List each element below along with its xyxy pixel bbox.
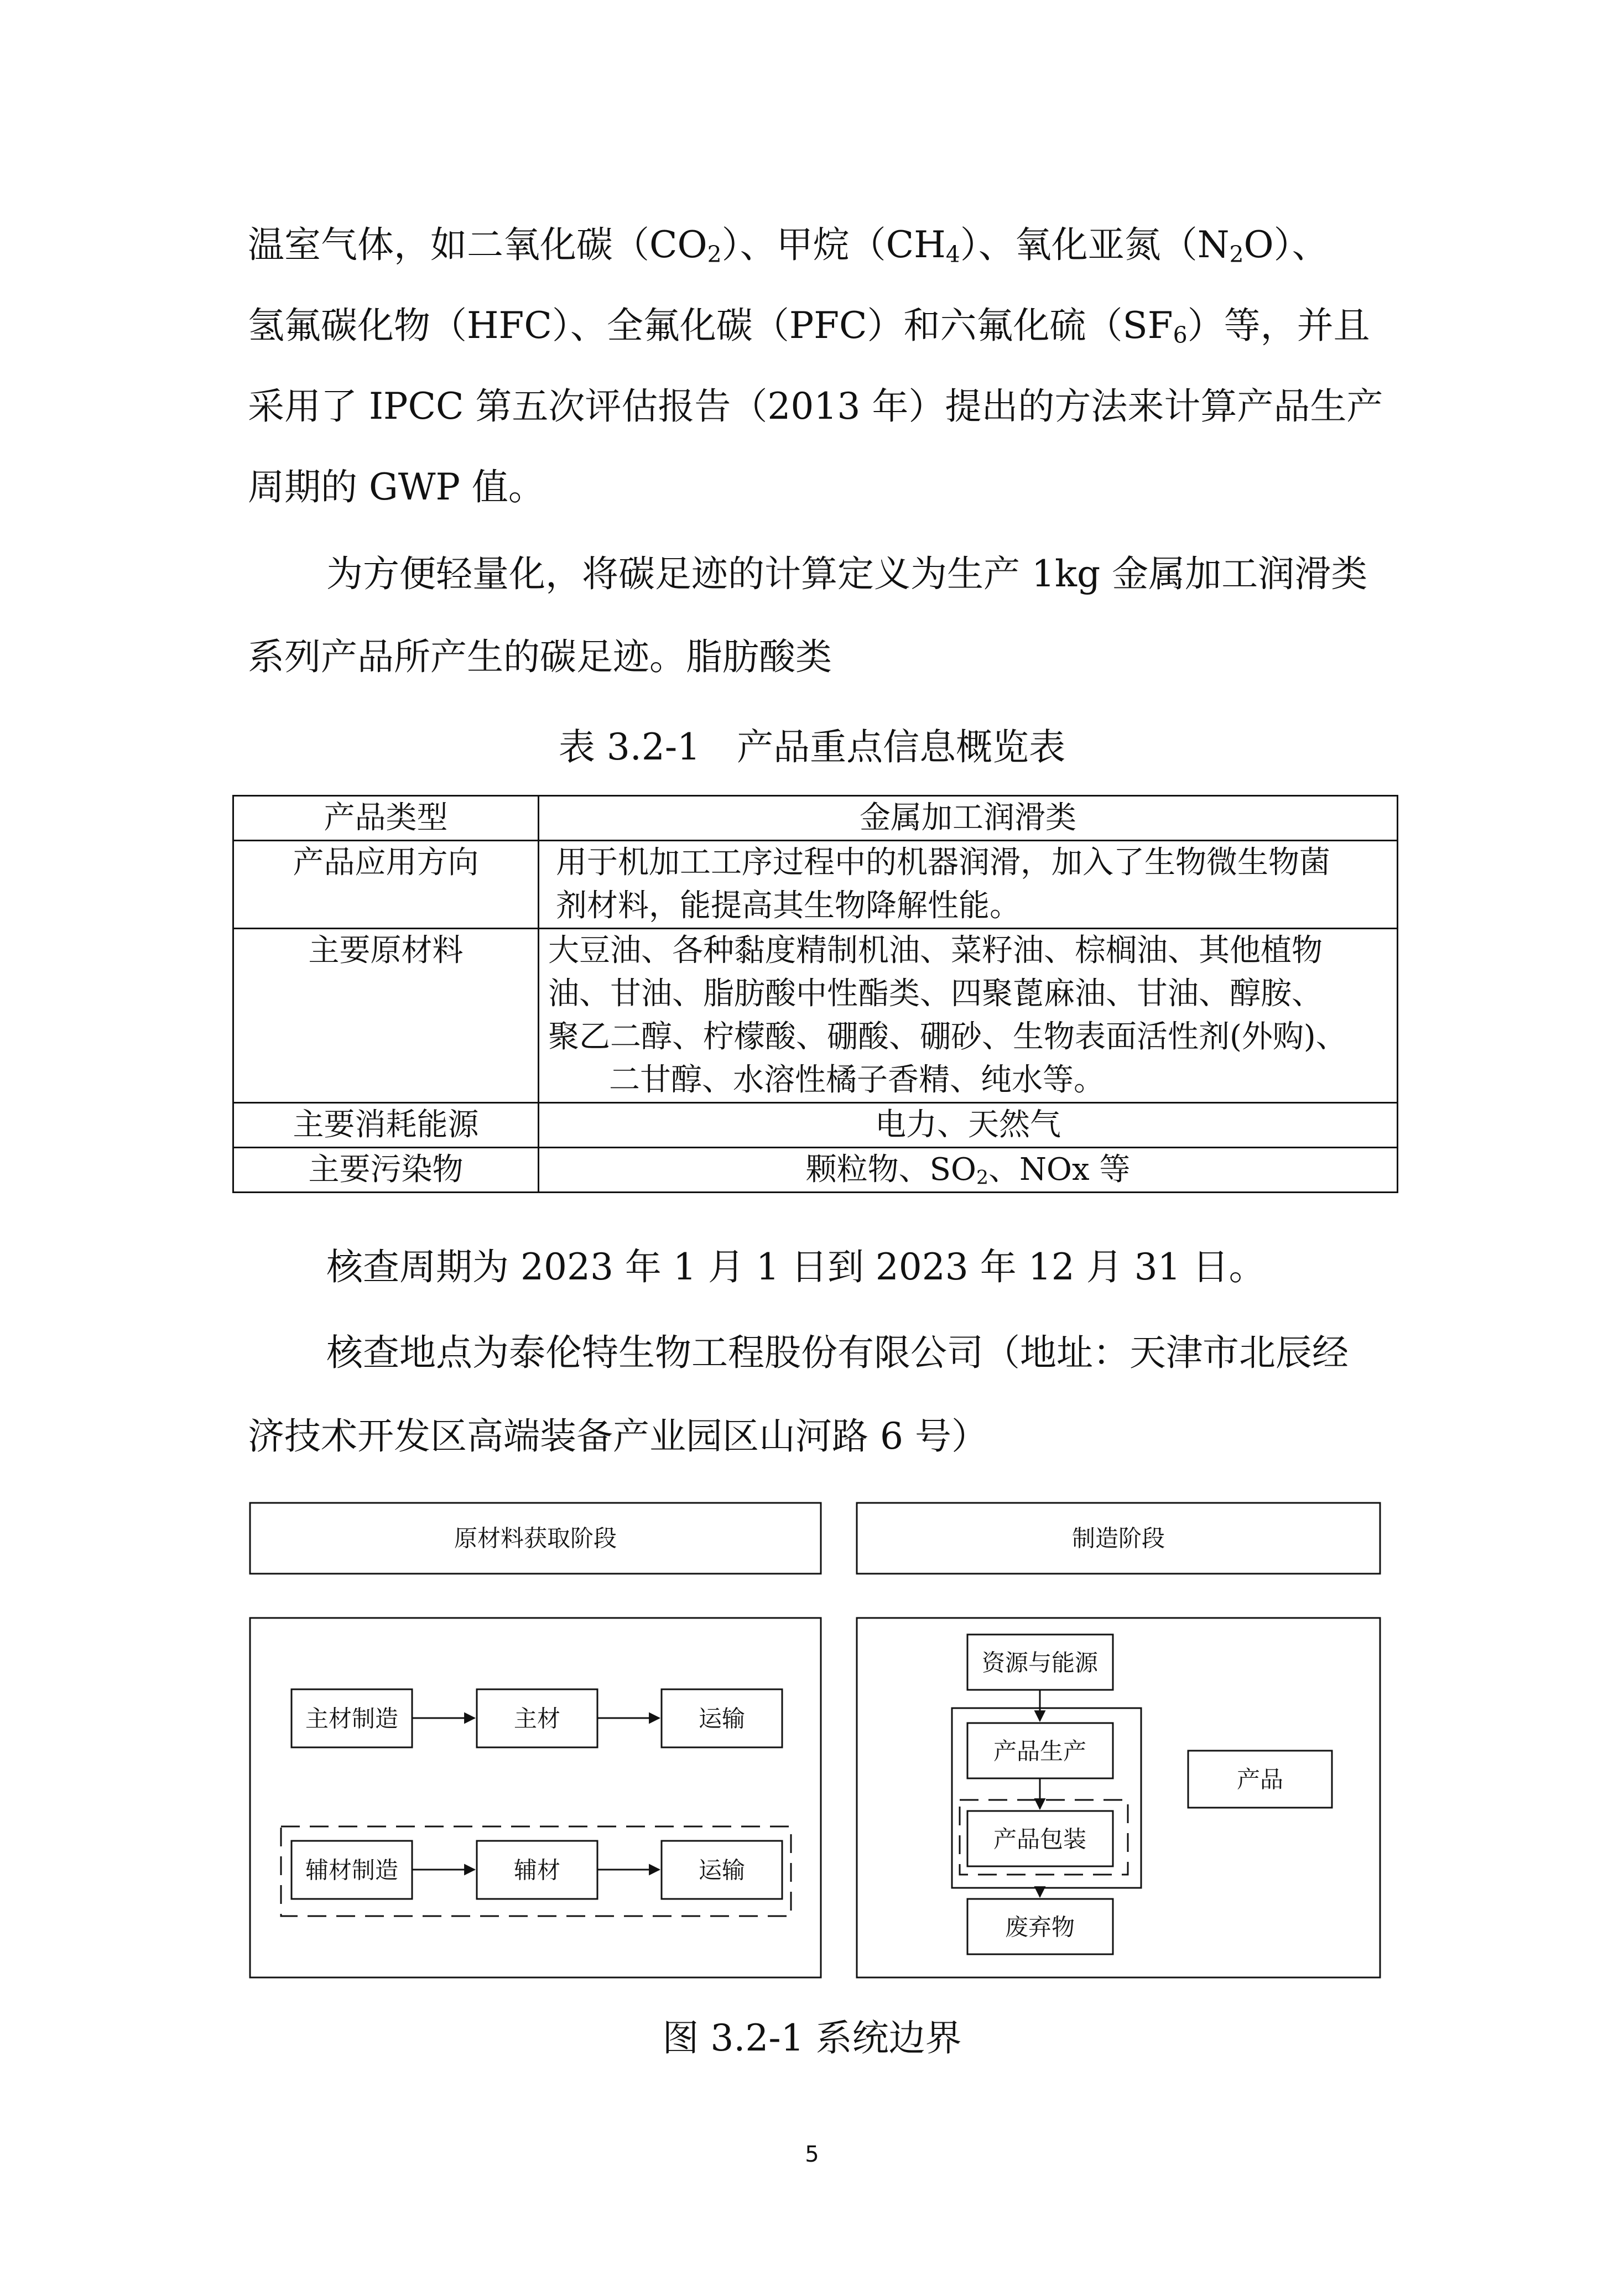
product-label: 产品 [1236,1766,1284,1793]
table-key: 产品应用方向 [233,841,539,929]
table-key: 主要原材料 [233,929,539,1103]
table-key: 产品类型 [233,796,539,841]
verification-location-line-2: 济技术开发区高端装备产业园区山河路 6 号） [248,1415,988,1458]
verification-location-line-1: 核查地点为泰伦特生物工程股份有限公司（地址：天津市北辰经 [326,1331,1349,1374]
main-material-label: 主材 [513,1705,561,1732]
intro-line-1: 温室气体，如二氧化碳$(CO_2)$、甲烷$(CH_4)$、氧化亚氮$(N_2O)$、 [248,223,1329,268]
aux-material-label: 辅材 [513,1856,561,1884]
intro-line-4: 周期的 GWP 值。 [248,466,545,508]
stage-raw-label: 原材料获取阶段 [454,1524,617,1552]
stage-mfg-label: 制造阶段 [1071,1524,1165,1552]
definition-line-2: 系列产品所产生的碳足迹。脂肪酸类 [248,636,832,678]
raw-panel [250,1618,821,1977]
transport-1-label: 运输 [698,1705,746,1732]
aux-make-label: 辅材制造 [305,1856,399,1884]
mfg-panel [857,1618,1380,1977]
table-key: 主要污染物 [233,1148,539,1193]
table-value: 用于机加工工序过程中的机器润滑，加入了生物微生物菌 剂材料，能提高其生物降解性能。 [539,841,1398,929]
resources-label: 资源与能源 [981,1649,1099,1677]
verification-period: 核查周期为 2023 年 1 月 1 日到 2023 年 12 月 31 日。 [326,1246,1266,1288]
main-make-label: 主材制造 [305,1705,399,1732]
table-caption: 表 3.2-1 产品重点信息概览表 [558,726,1066,768]
figure-caption: 图 3.2-1 系统边界 [662,2017,962,2059]
packaging-label: 产品包装 [993,1825,1087,1853]
table-value: 金属加工润滑类 [539,796,1398,841]
table-value: 颗粒物、$SO_2$、NOx 等 [539,1148,1398,1193]
waste-label: 废弃物 [1004,1913,1075,1941]
intro-line-2: 氢氟碳化物（HFC）、全氟化碳（PFC）和六氟化硫$(SF_6)$等，并且 [248,304,1370,348]
intro-line-3: 采用了 IPCC 第五次评估报告（2013 年）提出的方法来计算产品生产 [248,385,1383,428]
transport-2-label: 运输 [698,1856,746,1884]
page-number: 5 [805,2142,819,2167]
production-label: 产品生产 [993,1737,1087,1765]
table-value: 大豆油、各种黏度精制机油、菜籽油、棕榈油、其他植物 油、甘油、脂肪酸中性酯类、四聚蓖麻油、甘油、醇胺、 聚乙二醇、柠檬酸、硼酸、硼砂、生物表面活性剂(外购)、 二甘醇、水溶性橘子香精、纯水等。 [539,929,1398,1103]
definition-line-1: 为方便轻量化，将碳足迹的计算定义为生产 1kg 金属加工润滑类 [326,553,1368,595]
table-key: 主要消耗能源 [233,1103,539,1148]
table-value: 电力、天然气 [539,1103,1398,1148]
